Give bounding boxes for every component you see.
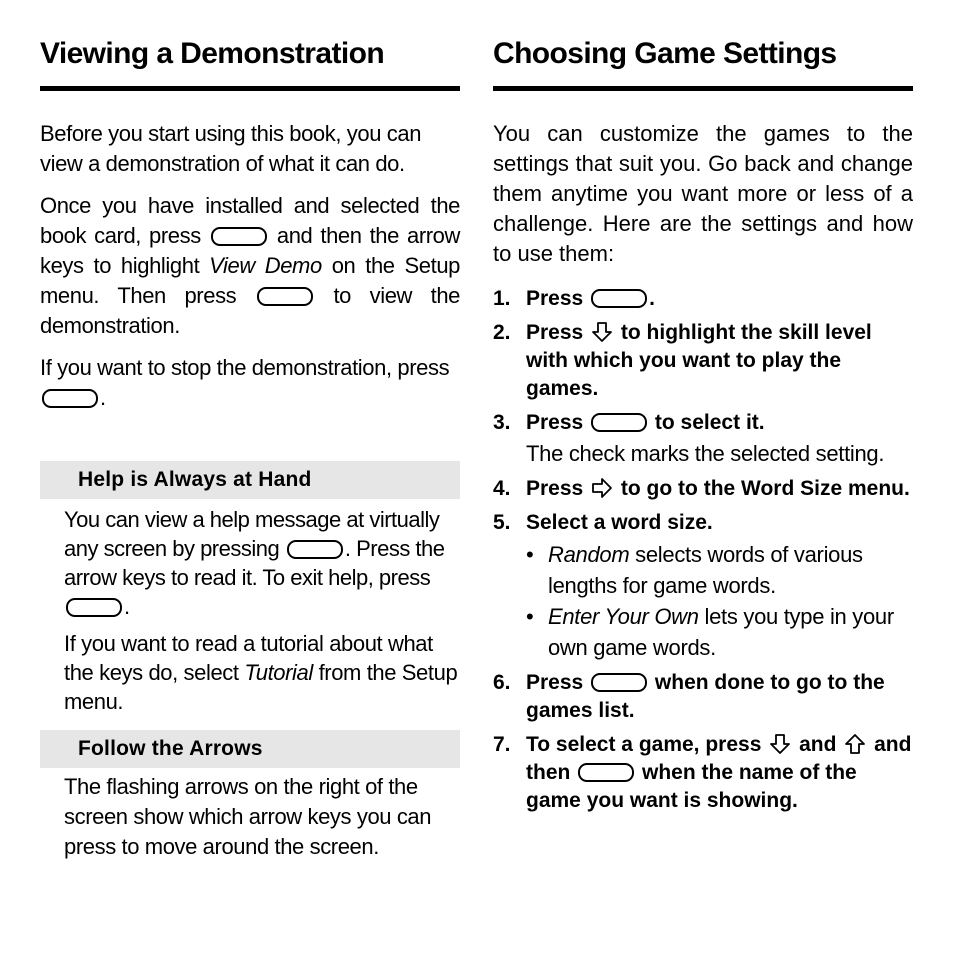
help-callout-title: Help is Always at Hand bbox=[40, 461, 460, 499]
left-column bbox=[40, 34, 460, 862]
key-icon bbox=[591, 413, 647, 432]
help-para-1 bbox=[64, 505, 460, 621]
help2-text-1: If you want to read a tutorial about what the keys do, select bbox=[64, 631, 433, 685]
key-icon bbox=[66, 598, 122, 617]
para3-text-1: If you want to stop the demonstration, press bbox=[40, 355, 450, 380]
help-text-3: . bbox=[124, 594, 130, 619]
step-1: 1. Press . bbox=[493, 287, 655, 310]
help-text-1: You can view a help message at virtually any screen by pressing bbox=[64, 507, 440, 561]
arrows-callout-title: Follow the Arrows bbox=[40, 730, 460, 768]
para2-text-1: Once you have installed and selected the book card, press bbox=[40, 193, 460, 248]
tutorial-label: Tutorial bbox=[244, 660, 313, 685]
step-2: 2. Press to highlight the skill level with which you want to play the games. bbox=[493, 321, 872, 400]
key-icon bbox=[257, 287, 313, 306]
key-icon bbox=[211, 227, 267, 246]
left-intro: Before you start using this book, you can view a demonstration of what it can do. bbox=[40, 121, 422, 176]
view-demo-label: View Demo bbox=[209, 253, 322, 278]
key-icon bbox=[287, 540, 343, 559]
heading-rule bbox=[493, 86, 913, 91]
heading-rule bbox=[40, 86, 460, 91]
option-random: • Random selects words of various lengths for game words. bbox=[526, 542, 863, 598]
para2-text-2: and then the arrow keys to highlight bbox=[40, 223, 460, 278]
option-enter-your-own: • Enter Your Own lets you type in your own game words. bbox=[526, 604, 894, 660]
left-para-stop bbox=[40, 353, 460, 413]
help-text-2: . Press the arrow keys to read it. To exit help, press bbox=[64, 536, 445, 590]
key-icon bbox=[591, 289, 647, 308]
arrows-callout-body bbox=[40, 772, 460, 862]
step-5: 5. Select a word size. • Random selects words of various lengths for game words. • Enter Your Own lets you type in your own game words. bbox=[493, 509, 913, 663]
step-3: 3. Press to select it. The check marks the selected setting. bbox=[493, 409, 913, 469]
settings-steps bbox=[493, 285, 913, 815]
help-callout-body bbox=[40, 505, 460, 716]
right-column bbox=[493, 34, 913, 815]
para3-text-2: . bbox=[100, 385, 106, 410]
left-heading: Viewing a Demonstration bbox=[40, 37, 385, 70]
down-arrow-icon bbox=[769, 733, 791, 755]
arrows-para: The flashing arrows on the right of the screen show which arrow keys you can press to move around the screen. bbox=[64, 774, 432, 859]
para2-text-3: on the Setup menu. Then press bbox=[40, 253, 460, 308]
help-para-2 bbox=[64, 629, 460, 716]
step-6: 6. Press when done to go to the games list. bbox=[493, 671, 885, 722]
down-arrow-icon bbox=[591, 321, 613, 343]
key-icon bbox=[42, 389, 98, 408]
right-intro: You can customize the games to the settings that suit you. Go back and change them anytime you want more or less of a challenge. Here are the settings and how to use them: bbox=[493, 121, 913, 266]
para2-text-4: to view the demonstration. bbox=[40, 283, 460, 338]
up-arrow-icon bbox=[844, 733, 866, 755]
word-size-options bbox=[526, 539, 913, 663]
step-7: 7. To select a game, press and and then when the name of the game you want is showing. bbox=[493, 733, 912, 812]
step-4: 4. Press to go to the Word Size menu. bbox=[493, 477, 910, 500]
step-3-note: The check marks the selected setting. bbox=[526, 441, 885, 466]
right-heading: Choosing Game Settings bbox=[493, 37, 837, 70]
right-arrow-icon bbox=[591, 477, 613, 499]
help2-text-2: from the Setup menu. bbox=[64, 660, 458, 714]
key-icon bbox=[578, 763, 634, 782]
left-para-install bbox=[40, 191, 460, 341]
key-icon bbox=[591, 673, 647, 692]
